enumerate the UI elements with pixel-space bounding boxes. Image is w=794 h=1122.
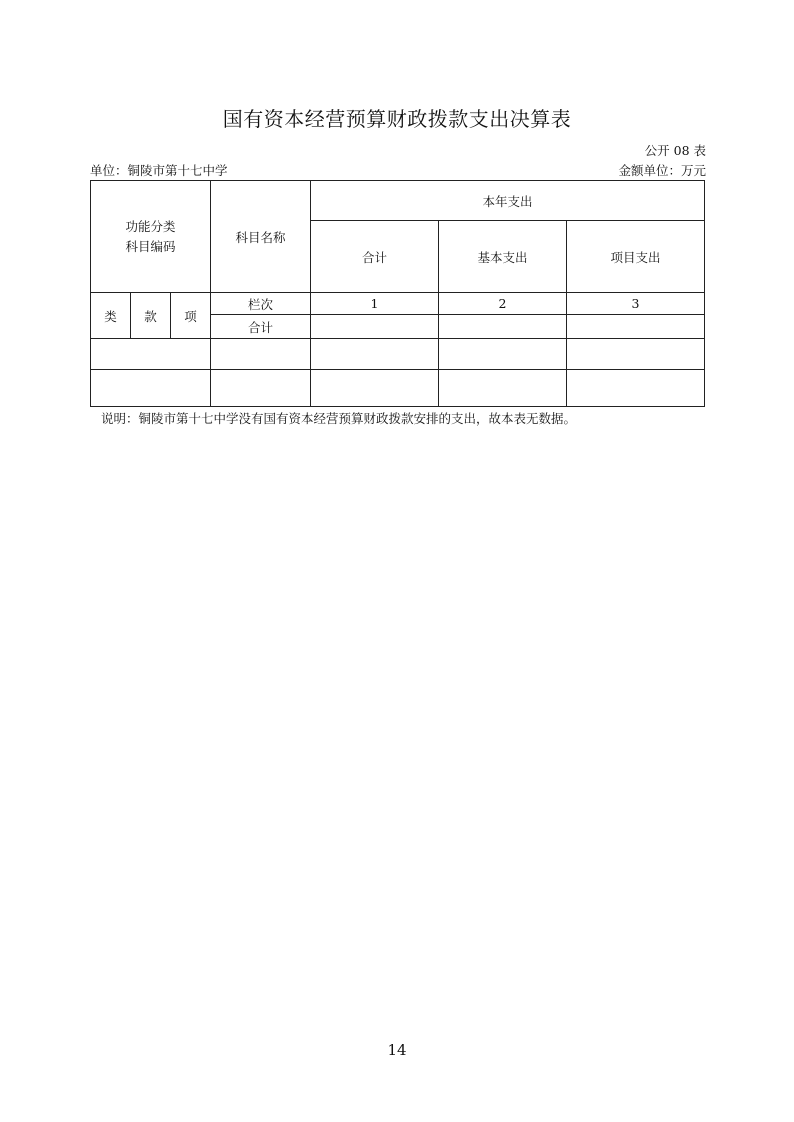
- table-row: [91, 339, 705, 370]
- empty-cell: [91, 339, 211, 370]
- subject-name-header: [211, 181, 311, 293]
- item-label: 项: [184, 308, 197, 324]
- empty-cell: [91, 370, 211, 407]
- unit-label: 单位：铜陵市第十七中学: [90, 163, 228, 178]
- table-row: [91, 370, 705, 407]
- subject-name-label: 科目名称: [235, 229, 286, 245]
- empty-cell: [311, 339, 439, 370]
- total-header: [311, 221, 439, 293]
- basic-expense-header: [439, 221, 567, 293]
- page-number: 14: [387, 1041, 407, 1059]
- section-header: [131, 293, 171, 339]
- current-year-expense-header: [311, 181, 705, 221]
- empty-cell: [567, 370, 705, 407]
- total-header-label: 合计: [362, 249, 388, 265]
- col2-index: [439, 293, 567, 315]
- project-expense-label: 项目支出: [610, 249, 661, 265]
- func-class-line1: 功能分类: [125, 218, 176, 234]
- empty-cell: [311, 370, 439, 407]
- empty-cell: [211, 370, 311, 407]
- item-header: [171, 293, 211, 339]
- empty-cell: [439, 339, 567, 370]
- col3-index: [567, 293, 705, 315]
- column-index-cell: [211, 293, 311, 315]
- empty-cell: [567, 339, 705, 370]
- empty-cell: [211, 339, 311, 370]
- section-label: 款: [144, 308, 157, 324]
- total-row-cell: [567, 315, 705, 339]
- column-index-label: 栏次: [248, 296, 274, 312]
- current-year-expense-label: 本年支出: [482, 193, 533, 209]
- total-row-label-cell: [211, 315, 311, 339]
- page-title: 国有资本经营预算财政拨款支出决算表: [222, 107, 572, 131]
- basic-expense-label: 基本支出: [477, 249, 528, 265]
- col3-label: 3: [631, 296, 640, 311]
- category-header: [91, 293, 131, 339]
- func-class-header: [91, 181, 211, 293]
- project-expense-header: [567, 221, 705, 293]
- amount-unit-label: 金额单位：万元: [618, 163, 706, 178]
- category-label: 类: [104, 308, 117, 324]
- form-code: 公开 08 表: [644, 143, 706, 158]
- empty-cell: [439, 370, 567, 407]
- col2-label: 2: [498, 296, 507, 311]
- total-row-cell: [311, 315, 439, 339]
- col1-label: 1: [370, 296, 379, 311]
- total-row-label: 合计: [248, 319, 274, 335]
- total-row-cell: [439, 315, 567, 339]
- budget-table: [90, 180, 705, 407]
- col1-index: [311, 293, 439, 315]
- footnote: 说明：铜陵市第十七中学没有国有资本经营预算财政拨款安排的支出，故本表无数据。: [101, 411, 577, 426]
- func-class-line2: 科目编码: [125, 238, 176, 254]
